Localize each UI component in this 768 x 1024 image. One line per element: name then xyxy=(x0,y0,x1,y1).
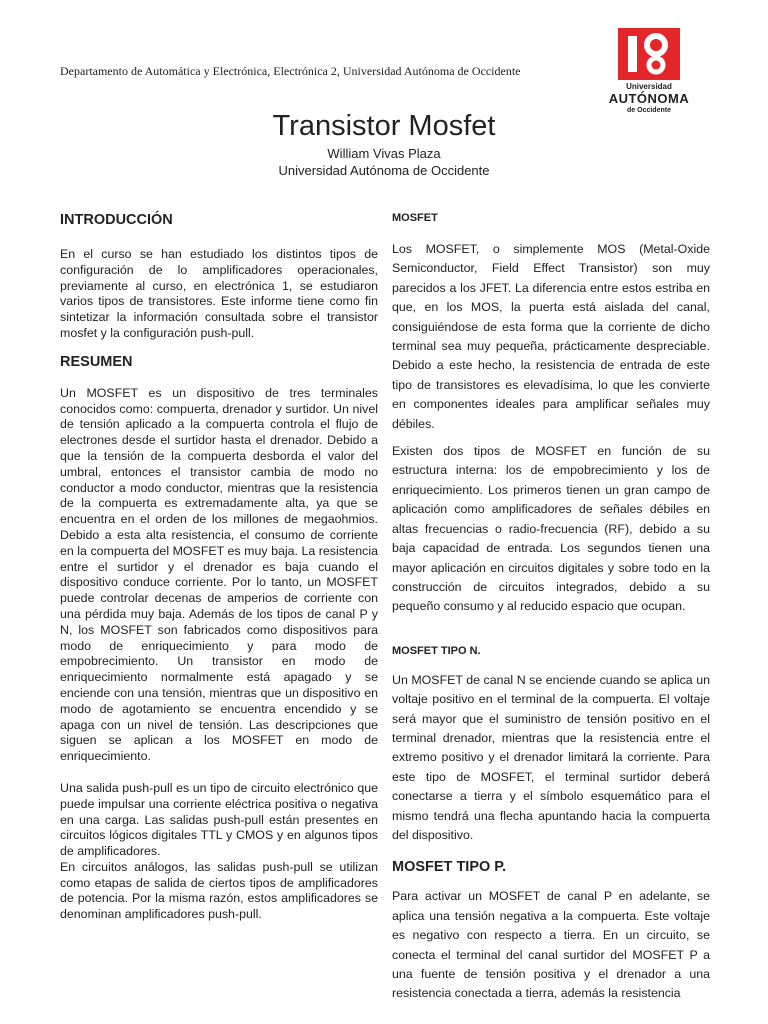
document-title: Transistor Mosfet xyxy=(272,110,496,142)
resumen-heading: RESUMEN xyxy=(60,353,133,370)
right-column xyxy=(392,212,710,1004)
intro-heading: INTRODUCCIÓN xyxy=(60,212,173,228)
university-logo-icon xyxy=(618,28,680,80)
author-affiliation: Universidad Autónoma de Occidente xyxy=(278,163,490,178)
author-name: William Vivas Plaza xyxy=(327,146,441,161)
logo-line-3: de Occidente xyxy=(627,107,671,114)
mosfet-heading: MOSFET xyxy=(392,212,438,224)
university-logo xyxy=(604,28,694,118)
tipo-n-paragraph: Un MOSFET de canal N se enciende cuando se aplica un voltaje positivo en el terminal de la compuerta. El voltaje será mayor que el suministro de tensión positivo en el terminal drenador, mientras que la resistencia entre el extremo positivo y el drenador limitará la corriente. Para este tipo de MOSFET, el terminal surtidor deberá conectarse a tierra y el símbolo esquemático para el mismo tendrá una flecha apuntando hacia la compuerta del dispositivo. xyxy=(392,672,710,842)
department-header: Departamento de Automática y Electrónica, Electrónica 2, Universidad Autónoma de Occidente xyxy=(60,64,521,78)
tipo-p-heading: MOSFET TIPO P. xyxy=(392,859,507,876)
logo-line-2: AUTÓNOMA xyxy=(608,91,690,106)
mosfet-paragraph-1: Los MOSFET, o simplemente MOS (Metal-Oxide Semiconductor, Field Effect Transistor) son muy parecidos a los JFET. La diferencia entre estos estriba en que, en los MOS, la puerta está aislada del canal, consiguiéndose de esta forma que la corriente de dicho terminal sea muy pequeña, prácticamente despreciable. Debido a este hecho, la resistencia de entrada de este tipo de transistores es elevadísima, lo que les convierte en componentes ideales para amplificar señales muy débiles. xyxy=(392,242,710,431)
pushpull-paragraph-1: Una salida push-pull es un tipo de circuito electrónico que puede impulsar una corriente eléctrica positiva o negativa en una carga. Las salidas push-pull están presentes en circuitos lógicos digitales TTL y CMOS y en algunos tipos de amplificadores. xyxy=(60,780,378,859)
intro-paragraph: En el curso se han estudiado los distintos tipos de configuración de lo amplificadores operacionales, previamente al curso, en electrónica 1, se estudiaron varios tipos de transistores. Este informe tiene como fin sintetizar la información consultada sobre el transistor mosfet y la configuración push-pull. xyxy=(60,247,378,340)
tipo-n-heading: MOSFET TIPO N. xyxy=(392,644,481,657)
pushpull-paragraph-2: En circuitos análogos, las salidas push-pull se utilizan como etapas de salida de ciertos tipos de amplificadores de potencia. Por la misma razón, estos amplificadores se denominan amplificadores push-pull. xyxy=(60,859,378,922)
logo-line-1: Universidad xyxy=(626,82,672,91)
tipo-p-paragraph: Para activar un MOSFET de canal P en adelante, se aplica una tensión negativa a la compuerta. Este voltaje es negativo con respecto a tierra. En un circuito, se conecta el terminal del canal surtidor del MOSFET P a una fuente de tensión positiva y el drenador a una resistencia conectada a tierra, además la resistencia xyxy=(392,889,710,1001)
left-column xyxy=(60,212,378,923)
mosfet-paragraph-2: Existen dos tipos de MOSFET en función de su estructura interna: los de empobrecimiento y los de enriquecimiento. Los primeros tienen un gran campo de aplicación como amplificadores de señales débiles en altas frecuencias o radio-frecuencia (RF), debido a su baja capacidad de entrada. Los segundos tienen una mayor aplicación en circuitos digitales y sobre todo en la construcción de circuitos integrados, debido a su pequeño consumo y al reducido espacio que ocupan. xyxy=(392,444,710,614)
resumen-paragraph: Un MOSFET es un dispositivo de tres terminales conocidos como: compuerta, drenador y surtidor. Un nivel de tensión aplicado a la compuerta controla el flujo de electrones desde el surtidor hasta el drenador. Debido a que la tensión de la compuerta desborda el valor del umbral, entonces el transistor cambia de modo no conductor a modo conductor, mientras que la resistencia de la compuerta es extremadamente alta, ya que se encuentra en el orden de los millones de megaohmios. Debido a esta alta resistencia, el consumo de corriente en la compuerta del MOSFET es muy baja. La resistencia entre el surtidor y el drenador es baja cuando el dispositivo conduce corriente. Por lo tanto, un MOSFET puede controlar decenas de amperios de corriente con una pérdida muy baja. Además de los tipos de canal P y N, los MOSFET son fabricados como dispositivos para modo de enriquecimiento y para modo de empobrecimiento. Un transistor en modo de enriquecimiento normalmente está apagado y se enciende con una tensión, mientras que un dispositivo en modo de agotamiento se encuentra encendido y se apaga con un nivel de tensión. Las descripciones que siguen se aplican a los MOSFET en modo de enriquecimiento. xyxy=(60,385,378,764)
